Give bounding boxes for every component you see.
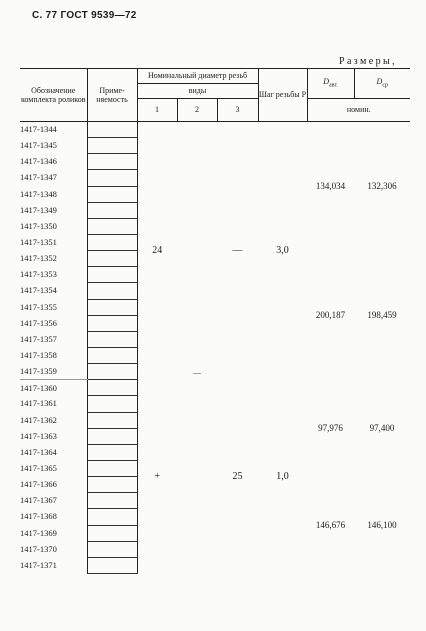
col-designation: Обозначение комплекта роликов (20, 69, 87, 122)
designation-cell: 1417-1356 (20, 315, 87, 331)
pitch-cell: 3,0 (276, 245, 289, 257)
designation-cell: 1417-1349 (20, 202, 87, 218)
application-cell (87, 154, 137, 170)
table-row (20, 380, 410, 396)
application-cell (87, 477, 137, 493)
designation-cell: 1417-1366 (20, 477, 87, 493)
designation-cell: 1417-1367 (20, 493, 87, 509)
application-cell (87, 138, 137, 154)
application-cell (87, 267, 137, 283)
d-cp-value: 97,400 (369, 422, 395, 433)
designation-cell: 1417-1355 (20, 299, 87, 315)
application-cell (87, 315, 137, 331)
application-cell (87, 444, 137, 460)
type-1-cell: + (154, 471, 161, 483)
application-cell (87, 186, 137, 202)
designation-cell: 1417-1351 (20, 234, 87, 250)
d-avg-value: 97,976 (318, 422, 343, 433)
application-cell (87, 396, 137, 412)
designation-cell: 1417-1363 (20, 428, 87, 444)
type-1-cell: 24 (152, 245, 163, 257)
designation-cell: 1417-1364 (20, 444, 87, 460)
designation-cell: 1417-1368 (20, 509, 87, 525)
application-cell (87, 557, 137, 573)
d-cp-value: 198,459 (367, 309, 397, 320)
application-cell (87, 331, 137, 347)
roller-sets-table (20, 68, 410, 574)
d-avg-value: 134,034 (315, 180, 346, 191)
application-cell (87, 525, 137, 541)
application-cell (87, 541, 137, 557)
page-header: С. 77 ГОСТ 9539—72 (32, 10, 137, 21)
designation-cell: 1417-1365 (20, 460, 87, 476)
application-cell (87, 202, 137, 218)
type-3-cell: — (232, 245, 243, 257)
col-d-avg: $D_{авг.}$ (307, 69, 354, 99)
designation-cell: 1417-1358 (20, 347, 87, 363)
designation-cell: 1417-1369 (20, 525, 87, 541)
designation-cell: 1417-1350 (20, 218, 87, 234)
application-cell (87, 347, 137, 363)
sizes-caption: Размеры, (339, 56, 397, 67)
d-cp-value: 146,100 (367, 519, 397, 530)
col-type-3: 3 (217, 99, 258, 122)
col-d-cp: $D_{ср}$ (354, 69, 410, 99)
application-cell (87, 251, 137, 267)
col-type-2: 2 (177, 99, 217, 122)
designation-cell: 1417-1361 (20, 396, 87, 412)
application-cell (87, 509, 137, 525)
designation-cell: 1417-1354 (20, 283, 87, 299)
designation-cell: 1417-1360 (20, 380, 87, 396)
type-2-cell: — (193, 367, 201, 377)
d-avg-value: 146,676 (315, 519, 346, 530)
application-cell (87, 218, 137, 234)
application-cell (87, 170, 137, 186)
application-cell (87, 380, 137, 396)
d-cp-value: 132,306 (367, 180, 397, 191)
type-2-cell (177, 380, 217, 574)
application-cell (87, 122, 137, 138)
col-types: виды (137, 84, 258, 99)
pitch-cell: 1,0 (276, 471, 289, 483)
type-3-cell: 25 (232, 471, 243, 483)
designation-cell: 1417-1347 (20, 170, 87, 186)
designation-cell: 1417-1352 (20, 251, 87, 267)
application-cell (87, 364, 137, 380)
application-cell (87, 428, 137, 444)
designation-cell: 1417-1362 (20, 412, 87, 428)
application-cell (87, 283, 137, 299)
designation-cell: 1417-1345 (20, 138, 87, 154)
application-cell (87, 493, 137, 509)
application-cell (87, 460, 137, 476)
col-application: Примe-няемость (87, 69, 137, 122)
col-pitch: Шаг резьбы P (258, 69, 307, 122)
application-cell (87, 299, 137, 315)
designation-cell: 1417-1344 (20, 122, 87, 138)
col-nominal-diameter: Номинальный диаметр резьб (137, 69, 258, 84)
designation-cell: 1417-1370 (20, 541, 87, 557)
designation-cell: 1417-1353 (20, 267, 87, 283)
table-row (20, 122, 410, 138)
col-nominal: номин. (307, 99, 410, 122)
d-avg-value: 200,187 (315, 309, 346, 320)
designation-cell: 1417-1371 (20, 557, 87, 573)
application-cell (87, 234, 137, 250)
designation-cell: 1417-1357 (20, 331, 87, 347)
designation-cell: 1417-1348 (20, 186, 87, 202)
application-cell (87, 412, 137, 428)
designation-cell: 1417-1359 (20, 364, 87, 380)
designation-cell: 1417-1346 (20, 154, 87, 170)
col-type-1: 1 (137, 99, 177, 122)
